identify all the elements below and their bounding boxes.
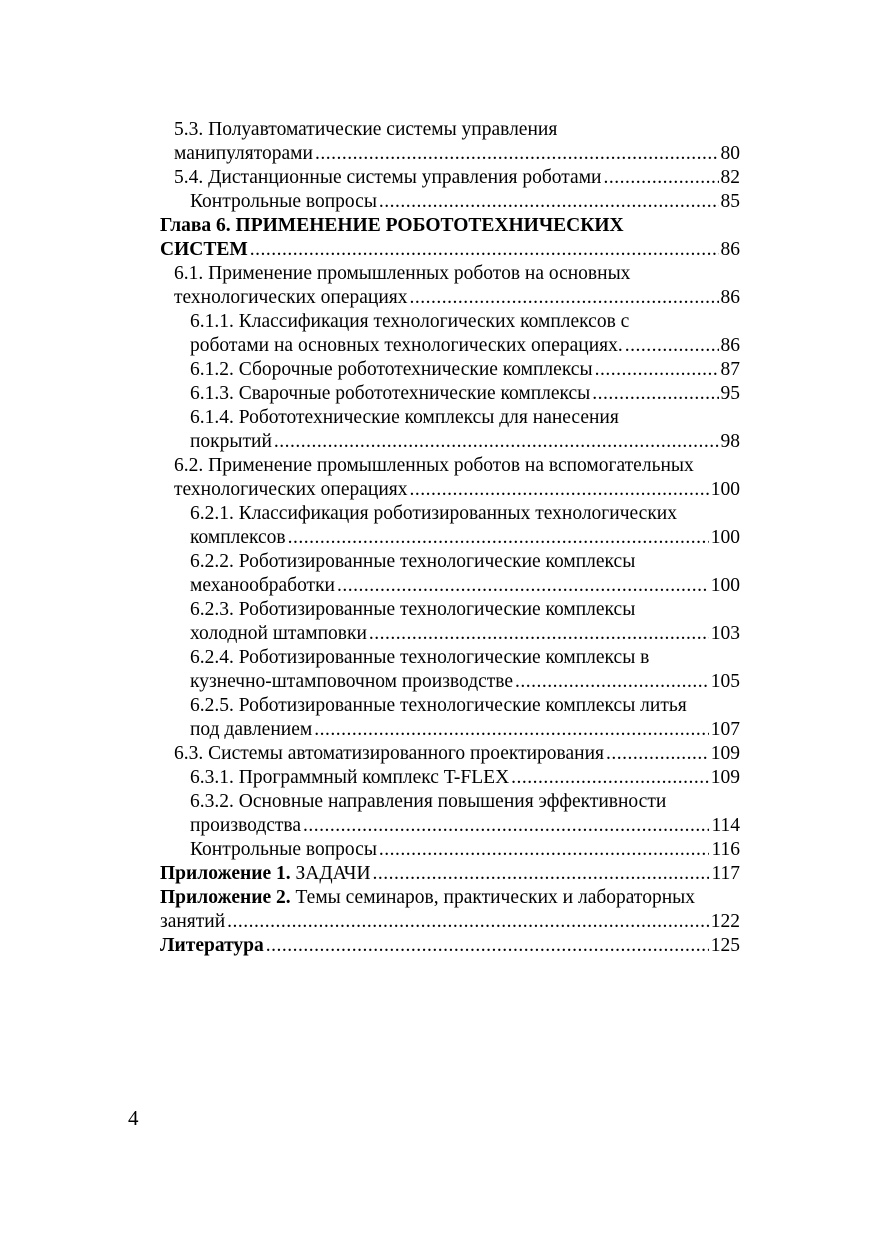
toc-leader-dots — [625, 334, 719, 358]
toc-entry-title: 6.1.4. Робототехнические комплексы для нанесения — [190, 407, 619, 428]
toc-leader-dots — [337, 574, 709, 598]
toc-page-number: 122 — [710, 911, 740, 932]
toc-entry — [160, 910, 740, 934]
toc-page-number: 100 — [710, 575, 740, 596]
toc-entry — [160, 430, 740, 454]
toc-entry-title-text: Темы семинаров, практических и лабораторных — [295, 887, 695, 908]
toc-entry — [160, 646, 740, 670]
toc-page-number: 82 — [720, 167, 740, 188]
toc-leader-dots — [250, 238, 719, 262]
toc-entry — [160, 838, 740, 862]
toc-leader-dots — [606, 742, 709, 766]
toc-entry-title: манипуляторами — [174, 143, 313, 164]
toc-page-number: 109 — [710, 743, 740, 764]
toc-entry — [160, 262, 740, 286]
toc-leader-dots — [603, 166, 718, 190]
table-of-contents — [160, 118, 740, 958]
toc-page-number: 86 — [720, 287, 740, 308]
toc-entry-title: 6.2.3. Роботизированные технологические комплексы — [190, 599, 636, 620]
toc-leader-dots — [266, 934, 709, 958]
toc-entry — [160, 310, 740, 334]
toc-entry-title: 6.2.2. Роботизированные технологические комплексы — [190, 551, 636, 572]
toc-entry — [160, 694, 740, 718]
toc-leader-dots — [373, 862, 710, 886]
toc-entry-title: Контрольные вопросы — [190, 191, 377, 212]
toc-entry-title: технологических операциях — [174, 287, 408, 308]
toc-entry-title: 6.2.5. Роботизированные технологические комплексы литья — [190, 695, 687, 716]
toc-entry — [160, 286, 740, 310]
toc-entry — [160, 454, 740, 478]
toc-page-number: 100 — [710, 479, 740, 500]
toc-entry-title: занятий — [160, 911, 226, 932]
page-number: 4 — [128, 1106, 139, 1130]
toc-leader-dots — [511, 766, 709, 790]
toc-page-number: 105 — [710, 671, 740, 692]
toc-entry-prefix: Приложение 2. — [160, 887, 291, 908]
toc-leader-dots — [274, 430, 719, 454]
toc-leader-dots — [303, 814, 709, 838]
toc-entry-title: 6.1.2. Сборочные робототехнические комплексы — [190, 359, 593, 380]
toc-page-number: 109 — [710, 767, 740, 788]
toc-entry-title: 6.2. Применение промышленных роботов на вспомогательных — [174, 455, 694, 476]
toc-entry-title: 6.3.1. Программный комплекс T-FLEX — [190, 767, 510, 788]
toc-entry — [160, 790, 740, 814]
toc-leader-dots — [379, 838, 710, 862]
toc-page-number: 117 — [711, 863, 740, 884]
toc-entry — [160, 622, 740, 646]
toc-entry-title: 6.1. Применение промышленных роботов на основных — [174, 263, 631, 284]
toc-entry-title: покрытий — [190, 431, 272, 452]
toc-entry-title: производства — [190, 815, 302, 836]
toc-entry — [160, 718, 740, 742]
toc-entry-title: технологических операциях — [174, 479, 408, 500]
toc-entry — [160, 670, 740, 694]
toc-page-number: 80 — [720, 143, 740, 164]
toc-entry-title — [160, 862, 371, 886]
toc-leader-dots — [410, 286, 719, 310]
toc-page-number: 103 — [710, 623, 740, 644]
toc-entry-title-text: ЗАДАЧИ — [295, 863, 371, 884]
toc-entry-title: 5.3. Полуавтоматические системы управления — [174, 119, 558, 140]
toc-entry-title: комплексов — [190, 527, 286, 548]
toc-page-number: 98 — [720, 431, 740, 452]
toc-entry — [160, 382, 740, 406]
toc-entry — [160, 214, 740, 238]
toc-entry-title: Контрольные вопросы — [190, 839, 377, 860]
toc-leader-dots — [288, 526, 709, 550]
toc-leader-dots — [515, 670, 709, 694]
toc-page-number: 125 — [710, 935, 740, 956]
toc-page-number: 116 — [711, 839, 740, 860]
toc-entry-title: 6.2.4. Роботизированные технологические комплексы в — [190, 647, 650, 668]
toc-entry — [160, 406, 740, 430]
toc-leader-dots — [369, 622, 709, 646]
toc-entry-title: холодной штамповки — [190, 623, 367, 644]
toc-page-number: 95 — [720, 383, 740, 404]
toc-entry — [160, 478, 740, 502]
toc-leader-dots — [595, 358, 719, 382]
toc-page-number: 87 — [720, 359, 740, 380]
toc-entry-title: под давлением — [190, 719, 313, 740]
toc-leader-dots — [314, 718, 709, 742]
toc-entry — [160, 142, 740, 166]
toc-entry-title: роботами на основных технологических операциях. — [190, 335, 623, 356]
toc-entry-prefix: Приложение 1. — [160, 863, 291, 884]
toc-page-number: 85 — [720, 191, 740, 212]
toc-entry — [160, 358, 740, 382]
toc-entry — [160, 766, 740, 790]
toc-entry-title: 6.3.2. Основные направления повышения эффективности — [190, 791, 667, 812]
toc-page-number: 100 — [710, 527, 740, 548]
toc-entry-title: Литература — [160, 935, 264, 956]
toc-entry-title: 6.1.3. Сварочные робототехнические комплексы — [190, 383, 591, 404]
toc-entry — [160, 574, 740, 598]
toc-page-number: 107 — [710, 719, 740, 740]
toc-entry — [160, 526, 740, 550]
toc-leader-dots — [227, 910, 709, 934]
toc-entry-title: 6.2.1. Классификация роботизированных технологических — [190, 503, 677, 524]
toc-entry — [160, 238, 740, 262]
toc-entry — [160, 886, 740, 910]
toc-entry-title — [160, 886, 695, 910]
toc-entry — [160, 934, 740, 958]
toc-leader-dots — [379, 190, 719, 214]
toc-entry — [160, 862, 740, 886]
toc-entry-title: механообработки — [190, 575, 335, 596]
toc-leader-dots — [315, 142, 719, 166]
toc-entry — [160, 118, 740, 142]
toc-entry — [160, 598, 740, 622]
toc-entry — [160, 190, 740, 214]
toc-entry — [160, 334, 740, 358]
toc-leader-dots — [592, 382, 718, 406]
toc-leader-dots — [410, 478, 709, 502]
toc-entry-title: СИСТЕМ — [160, 239, 248, 260]
toc-entry — [160, 166, 740, 190]
toc-page-number: 86 — [720, 335, 740, 356]
toc-entry — [160, 742, 740, 766]
toc-entry — [160, 550, 740, 574]
toc-entry-title: Глава 6. ПРИМЕНЕНИЕ РОБОТОТЕХНИЧЕСКИХ — [160, 215, 624, 236]
toc-page-number: 114 — [711, 815, 740, 836]
toc-entry-title: 6.3. Системы автоматизированного проектирования — [174, 743, 604, 764]
toc-entry-title: 5.4. Дистанционные системы управления роботами — [174, 167, 602, 188]
toc-entry-title: кузнечно-штамповочном производстве — [190, 671, 514, 692]
toc-entry — [160, 814, 740, 838]
toc-entry — [160, 502, 740, 526]
toc-page-number: 86 — [720, 239, 740, 260]
toc-entry-title: 6.1.1. Классификация технологических комплексов с — [190, 311, 630, 332]
